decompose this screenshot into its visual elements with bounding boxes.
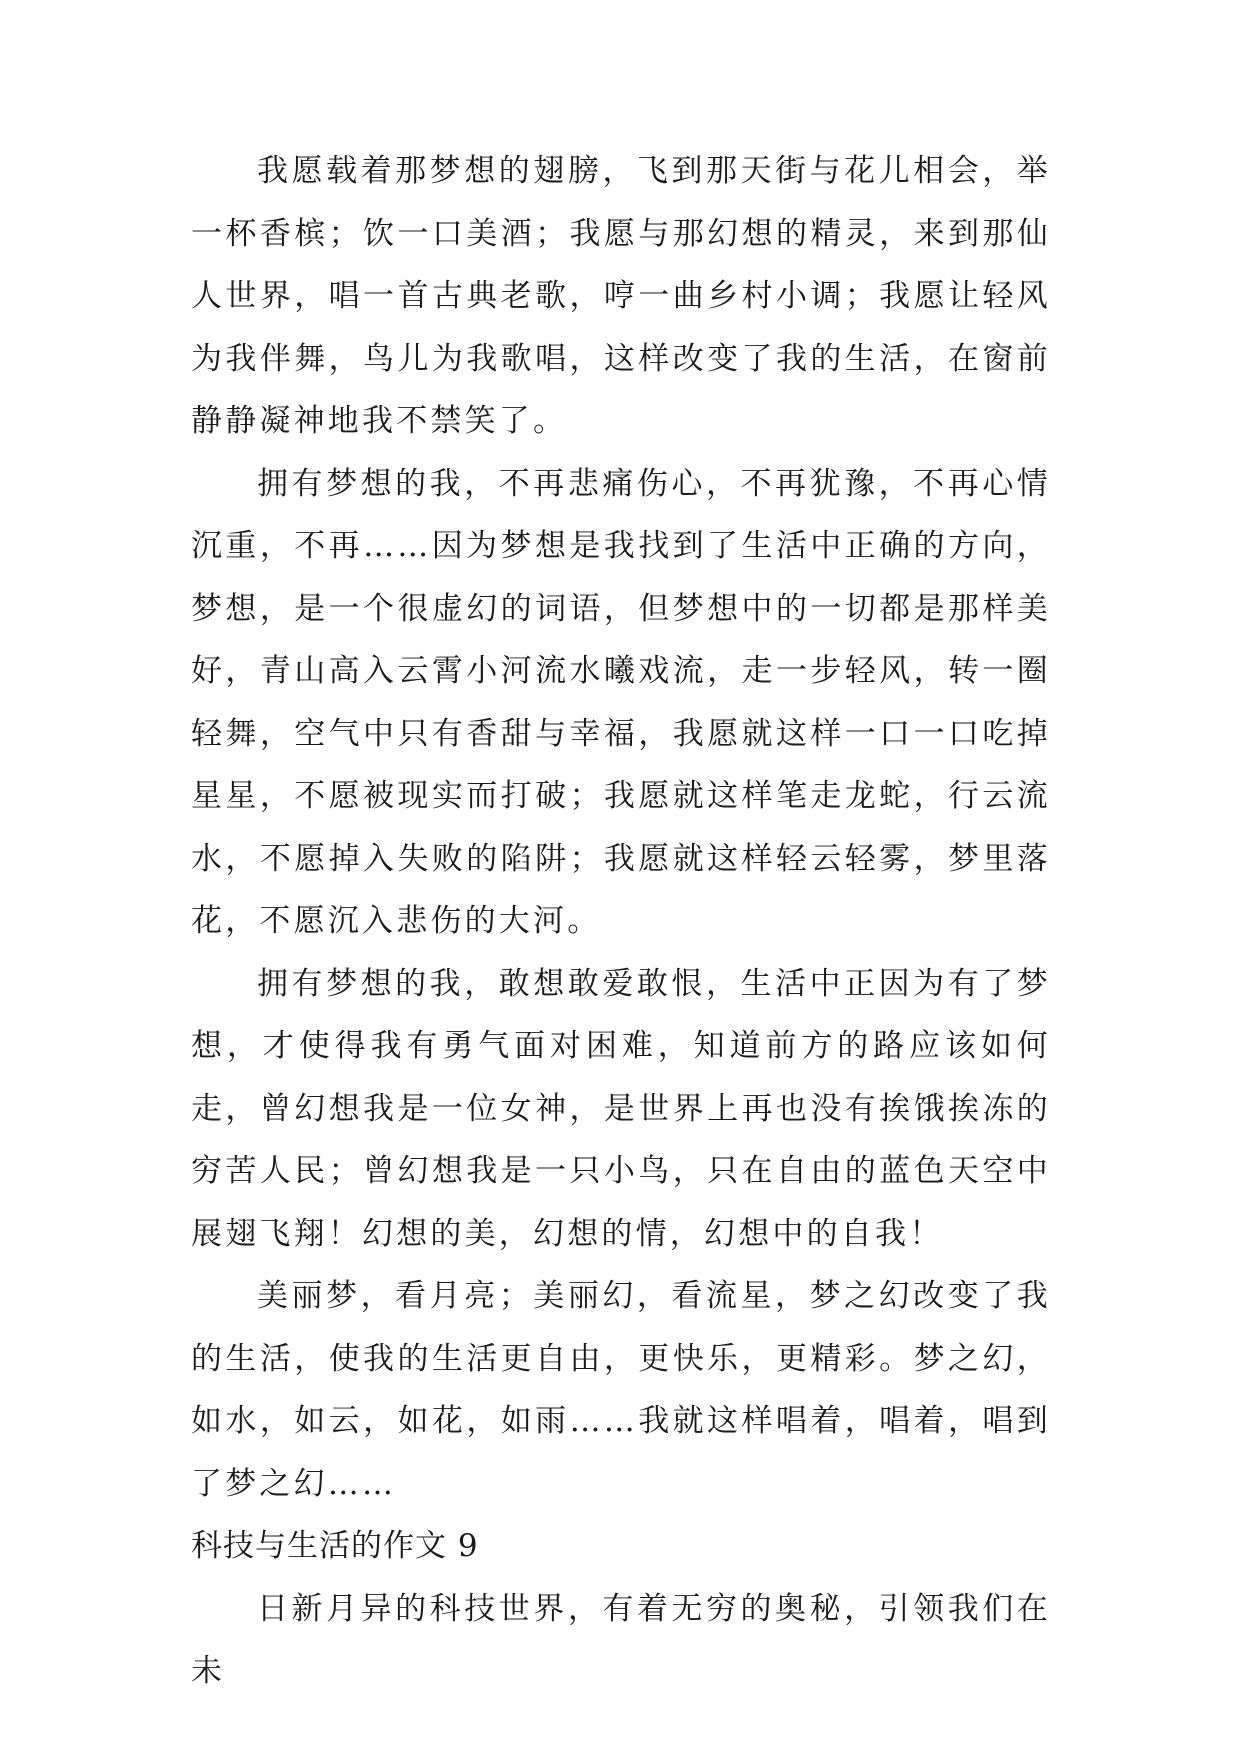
paragraph-4: 美丽梦，看月亮；美丽幻，看流星，梦之幻改变了我的生活，使我的生活更自由，更快乐，更精彩。梦之幻，如水，如云，如花，如雨……我就这样唱着，唱着，唱到了梦之幻……	[191, 1278, 1051, 1502]
essay-heading: 科技与生活的作文 9	[191, 1528, 479, 1564]
paragraph-3: 拥有梦想的我，敢想敢爱敢恨，生活中正因为有了梦想，才使得我有勇气面对困难，知道前方的路应该如何走，曾幻想我是一位女神，是世界上再也没有挨饿挨冻的穷苦人民；曾幻想我是一只小鸟，只在自由的蓝色天空中展翅飞翔！幻想的美，幻想的情，幻想中的自我！	[191, 965, 1051, 1252]
paragraph-1: 我愿载着那梦想的翅膀，飞到那天街与花儿相会，举一杯香槟；饮一口美酒；我愿与那幻想的精灵，来到那仙人世界，唱一首古典老歌，哼一曲乡村小调；我愿让轻风为我伴舞，鸟儿为我歌唱，这样改变了我的生活，在窗前静静凝神地我不禁笑了。	[191, 153, 1051, 439]
paragraph-2: 拥有梦想的我，不再悲痛伤心，不再犹豫，不再心情沉重，不再……因为梦想是我找到了生活中正确的方向，梦想，是一个很虚幻的词语，但梦想中的一切都是那样美好，青山高入云霄小河流水曦戏流，走一步轻风，转一圈轻舞，空气中只有香甜与幸福，我愿就这样一口一口吃掉星星，不愿被现实而打破；我愿就这样笔走龙蛇，行云流水，不愿掉入失败的陷阱；我愿就这样轻云轻雾，梦里落花，不愿沉入悲伤的大河。	[191, 465, 1051, 939]
paragraph-5: 日新月异的科技世界，有着无穷的奥秘，引领我们在未	[191, 1590, 1051, 1689]
document-page	[191, 140, 1051, 1703]
